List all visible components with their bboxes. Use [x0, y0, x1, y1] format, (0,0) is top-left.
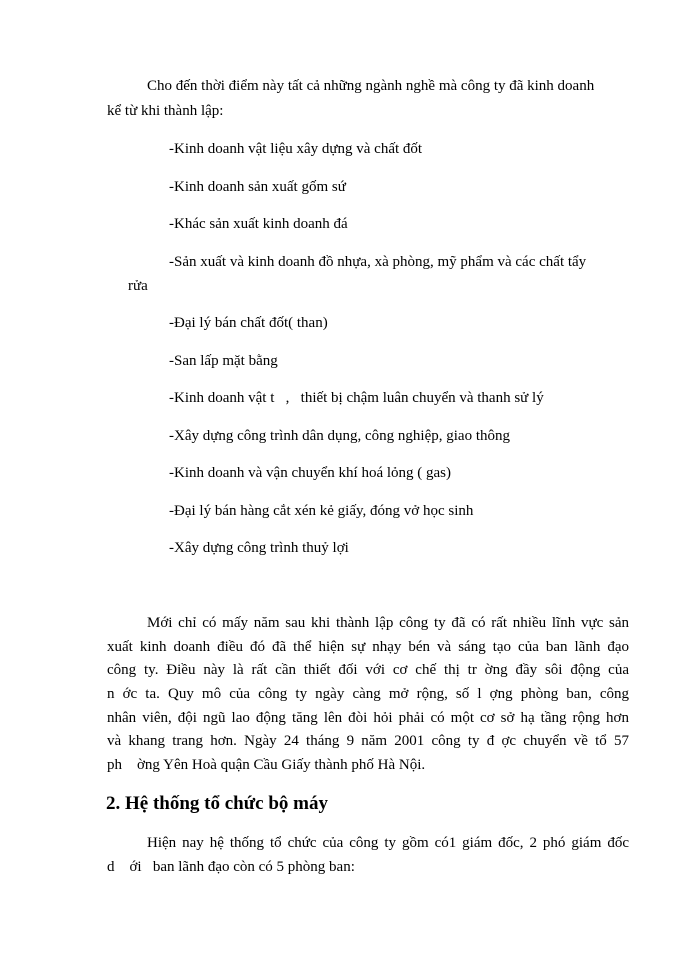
business-item-5: -Đại lý bán chất đốt( than) — [169, 315, 328, 331]
business-item-6: -San lấp mặt bằng — [169, 353, 278, 369]
intro-line-2: kể từ khi thành lập: — [107, 103, 224, 119]
business-item-9: -Kinh doanh và vận chuyển khí hoá lỏng ( gas) — [169, 465, 452, 481]
business-item-3: -Khác sản xuất kinh doanh đá — [169, 216, 348, 232]
business-item-1: -Kinh doanh vật liệu xây dựng và chất đốt — [169, 141, 423, 157]
section2-line-2: d ới ban lãnh đạo còn có 5 phòng ban: — [107, 859, 355, 875]
section-heading: 2. Hệ thống tổ chức bộ máy — [106, 793, 328, 814]
paragraph2-line-6: và khang trang hơn. Ngày 24 tháng 9 năm 2001 công ty đ ợc chuyển về tổ 57 — [107, 733, 629, 749]
business-item-11: -Xây dựng công trình thuỷ lợi — [169, 540, 349, 556]
business-item-4-line-1: -Sản xuất và kinh doanh đồ nhựa, xà phòng, mỹ phẩm và các chất tẩy — [169, 254, 587, 270]
business-item-7: -Kinh doanh vật t , thiết bị chậm luân chuyển và thanh sử lý — [169, 390, 544, 406]
business-item-8: -Xây dựng công trình dân dụng, công nghiệp, giao thông — [169, 428, 510, 444]
paragraph2-line-3: công ty. Điều này là rất cần thiết đối với cơ chế thị tr ờng đầy sôi động của — [107, 662, 629, 678]
business-item-10: -Đại lý bán hàng cắt xén kẻ giấy, đóng vở học sinh — [169, 503, 474, 519]
paragraph2-line-1: Mới chỉ có mấy năm sau khi thành lập công ty đã có rất nhiều lĩnh vực sản — [147, 615, 629, 631]
business-item-4-line-2: rửa — [128, 278, 148, 294]
paragraph2-line-4: n ớc ta. Quy mô của công ty ngày càng mở rộng, số l ợng phòng ban, công — [107, 686, 629, 702]
section2-line-1: Hiện nay hệ thống tổ chức của công ty gồm có1 giám đốc, 2 phó giám đốc — [147, 835, 629, 851]
paragraph2-line-2: xuất kinh doanh điều đó đã thể hiện sự nhạy bén và sáng tạo của ban lãnh đạo — [107, 639, 629, 655]
paragraph2-line-5: nhân viên, đội ngũ lao động tăng lên đòi hỏi phải có một cơ sở hạ tầng rộng hơn — [107, 710, 629, 726]
paragraph2-line-7: ph ờng Yên Hoà quận Cầu Giấy thành phố Hà Nội. — [107, 757, 426, 773]
intro-line-1: Cho đến thời điểm này tất cả những ngành nghề mà công ty đã kinh doanh — [147, 78, 595, 94]
business-item-2: -Kinh doanh sản xuất gốm sứ — [169, 179, 346, 195]
